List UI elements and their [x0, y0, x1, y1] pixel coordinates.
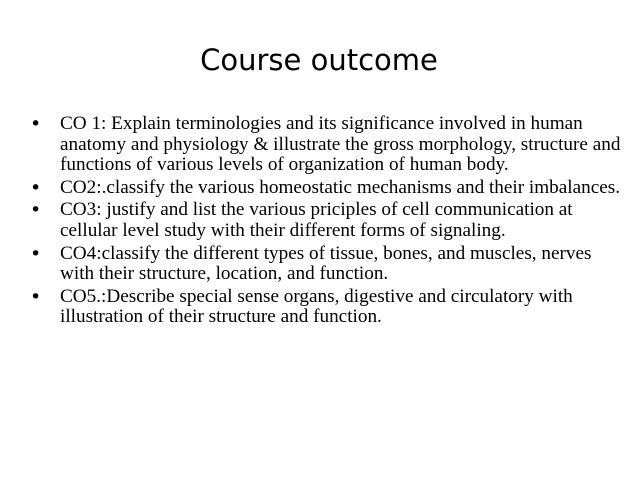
- course-outcome-text: CO2:.classify the various homeostatic mechanisms and their imbalances.: [60, 176, 621, 198]
- bullet-icon: •: [30, 176, 42, 199]
- list-item: [30, 200, 625, 241]
- bullet-icon: •: [30, 285, 42, 308]
- list-item: [30, 178, 625, 199]
- course-outcome-text: CO 1: Explain terminologies and its significance involved in human anatomy and physiology & illustrate the gross morphology, structure and functions of various levels of organization of human body.: [60, 113, 621, 176]
- bullet-icon: •: [30, 113, 42, 135]
- course-outcome-text: CO4:classify the different types of tissue, bones, and muscles, nerves with their structure, location, and function.: [60, 242, 592, 285]
- bullet-icon: •: [30, 242, 42, 265]
- course-outcome-text: CO3: justify and list the various priciples of cell communication at cellular level study with their different forms of signaling.: [60, 199, 573, 241]
- list-item: [30, 287, 625, 328]
- course-outcome-list: [30, 114, 625, 330]
- course-outcome-text: CO5.:Describe special sense organs, digestive and circulatory with illustration of their structure and function.: [60, 285, 573, 328]
- slide-title: Course outcome: [200, 43, 438, 77]
- list-item: [30, 244, 625, 285]
- list-item: [30, 114, 625, 176]
- bullet-icon: •: [30, 199, 42, 222]
